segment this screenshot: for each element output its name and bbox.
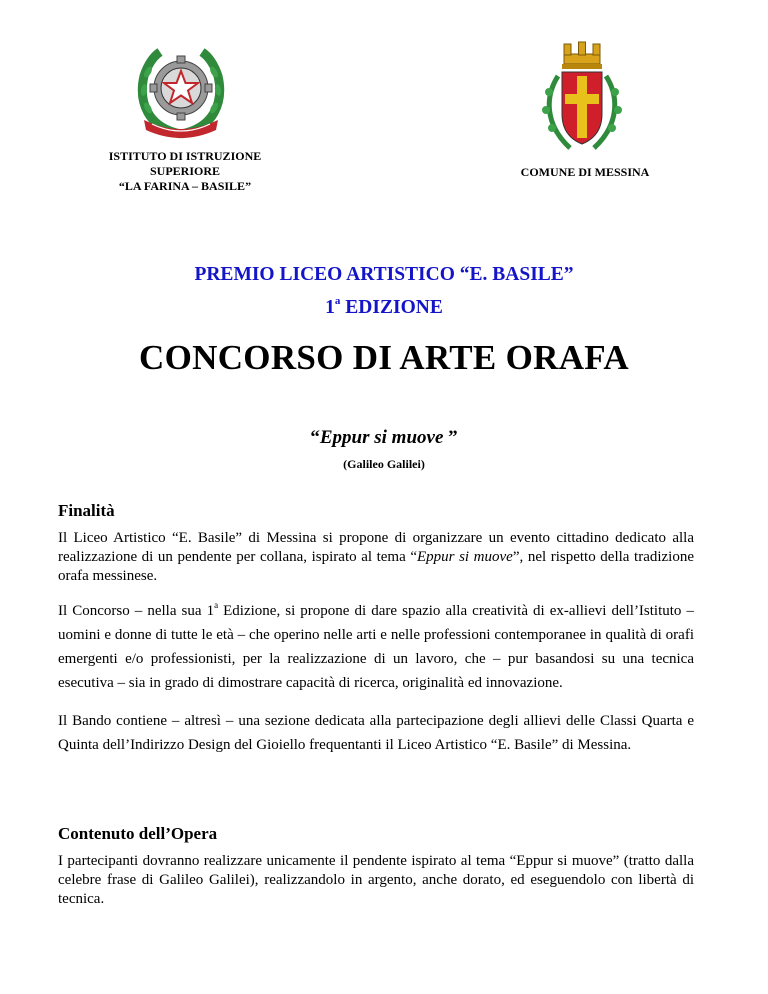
motto-source: (Galileo Galilei) — [343, 457, 425, 471]
school-name — [70, 149, 300, 194]
prize-title — [0, 262, 768, 321]
section-heading-contenuto: Contenuto dell’Opera — [58, 824, 218, 843]
main-title: CONCORSO DI ARTE ORAFA — [139, 338, 629, 377]
prize-edition: 1$^a$ EDIZIONE — [325, 295, 443, 318]
municipality-name: COMUNE DI MESSINA — [520, 165, 650, 179]
messina-coat-of-arms — [540, 40, 624, 160]
prize-title-line1: PREMIO LICEO ARTISTICO “E. BASILE” — [194, 264, 574, 285]
section-heading-finalita: Finalità — [58, 501, 115, 520]
school-name-line: ISTITUTO DI ISTRUZIONE — [108, 149, 262, 163]
school-name-line: “LA FARINA – BASILE” — [118, 179, 252, 193]
italian-republic-emblem — [134, 42, 228, 142]
paragraph-finalita-3: Il Bando contiene – altresì – una sezione dedicata alla partecipazione degli allievi delle Classi Quarta e Quinta dell’Indirizzo Design del Gioiello frequentanti il Liceo Artistico “E. Basile” di Messina. — [58, 713, 694, 753]
paragraph-finalita-2: Il Concorso – nella sua 1$^a$ Edizione, si propone di dare spazio alla creatività di ex-allievi dell’Istituto – uomini e donne di tutte le età – che operino nelle arti e nelle professioni contemporanee in qualità di orafi emergenti e/o professionisti, per la realizzazione di un lavoro, che – pur basandosi su una tecnica esecutiva – sia in grado di dimostrare capacità di ricerca, originalità ed innovazione. — [58, 600, 694, 691]
motto: “Eppur si muove ” — [310, 427, 458, 448]
paragraph-contenuto-1: I partecipanti dovranno realizzare unicamente il pendente ispirato al tema “Eppur si muove” (tratto dalla celebre frase di Galileo Galilei), realizzandolo in argento, anche dorato, ed eseguendolo con libertà di tecnica. — [58, 853, 694, 907]
school-name-line: SUPERIORE — [149, 164, 220, 178]
paragraph-finalita-1: Il Liceo Artistico “E. Basile” di Messina si propone di organizzare un evento cittadino dedicato alla realizzazione di un pendente per collana, ispirato al tema “Eppur si muove”, nel rispetto della tradizione orafa messinese. — [58, 530, 695, 584]
